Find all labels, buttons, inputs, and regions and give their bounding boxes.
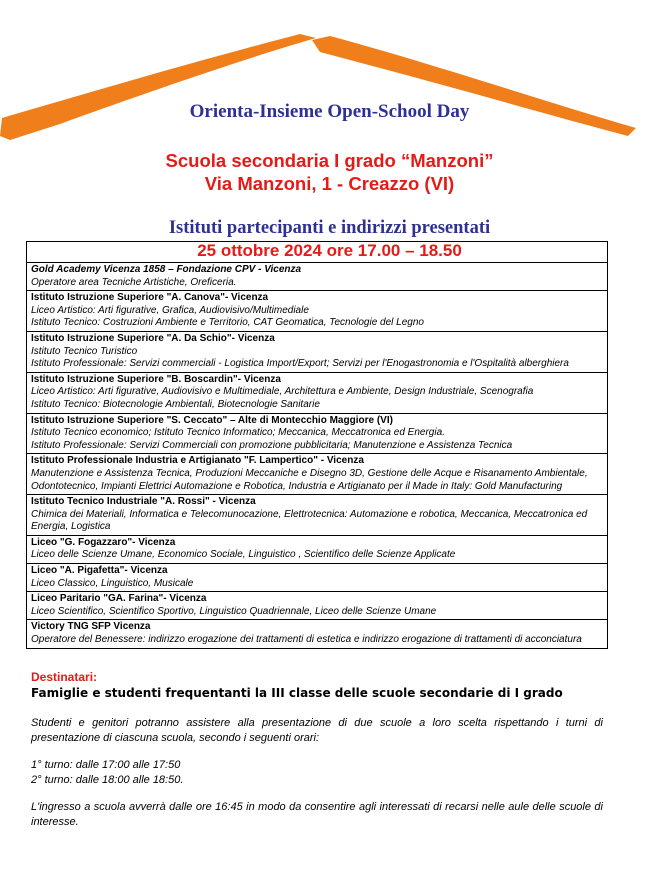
institute-program: Liceo Artistico: Arti figurative, Grafica, Audiovisivo/Multimediale (31, 304, 309, 316)
institute-row (27, 620, 607, 647)
institute-program: Istituto Tecnico: Costruzioni Ambiente e Territorio, CAT Geomatica, Tecnologie del Legno (31, 317, 424, 329)
entry-info: L'ingresso a scuola avverrà dalle ore 16:45 in modo da consentire agli interessati di recarsi nelle aule delle scuole di interesse. (31, 801, 603, 828)
institute-name: Liceo "G. Fogazzaro"- Vicenza (31, 536, 176, 548)
institute-row (27, 454, 607, 495)
institute-row (27, 332, 607, 373)
institute-name: Liceo Paritario "GA. Farina"- Vicenza (31, 593, 207, 605)
turn-2: 2° turno: dalle 18:00 alle 18:50. (31, 774, 184, 786)
recipients-label: Destinatari: (31, 670, 98, 684)
institute-row (27, 414, 607, 455)
roof-left-brush (0, 34, 316, 140)
institute-program: Istituto Tecnico Turistico (31, 345, 138, 357)
turns-schedule (31, 758, 603, 788)
school-address: Via Manzoni, 1 - Creazzo (VI) (204, 173, 455, 194)
institute-row (27, 373, 607, 414)
institute-row (27, 495, 607, 536)
institute-name: Istituto Istruzione Superiore "B. Boscardin"- Vicenza (31, 373, 281, 385)
institute-program: Manutenzione e Assistenza Tecnica, Produzioni Meccaniche e Disegno 3D, Gestione delle Acque e Risanamento Ambientale, Odontotecnico, Impianti Elettrici Automazione e Robotica, Industria e Artigianato per il Made in Italy: Gold Manufacturing (31, 467, 588, 492)
institute-row (27, 536, 607, 564)
institute-name: Istituto Istruzione Superiore "A. Da Schio"- Vicenza (31, 332, 275, 344)
turn-1: 1° turno: dalle 17:00 alle 17:50 (31, 759, 181, 771)
institute-row (27, 564, 607, 592)
institute-name: Istituto Istruzione Superiore "A. Canova"- Vicenza (31, 292, 269, 304)
event-title: Orienta-Insieme Open-School Day (189, 101, 470, 122)
institute-program: Liceo Scientifico, Scientifico Sportivo, Linguistico Quadriennale, Liceo delle Scienze Umane (31, 605, 437, 617)
institute-program: Istituto Tecnico economico; Istituto Tecnico Informatico; Meccanica, Meccatronica ed Energia. (31, 427, 445, 439)
institute-row (27, 263, 607, 291)
institute-program: Istituto Tecnico: Biotecnologie Ambientali, Biotecnologie Sanitarie (31, 398, 320, 410)
institute-program: Istituto Professionale: Servizi commerciali - Logistica Import/Export; Servizi per l'Enogastronomia e l'Ospitalità alberghiera (31, 358, 569, 370)
section-title: Istituti partecipanti e indirizzi presentati (168, 218, 491, 238)
institute-program: Liceo Artistico: Arti figurative, Audiovisivo e Multimediale, Architettura e Ambiente, Design Industriale, Scenografia (31, 386, 534, 398)
institute-name: Istituto Professionale Industria e Artigianato "F. Lampertico" - Vicenza (31, 455, 364, 467)
institute-program: Operatore del Benessere: indirizzo erogazione dei trattamenti di estetica e indirizzo erogazione di trattamenti di acconciatura (31, 634, 582, 646)
institute-program: Liceo delle Scienze Umane, Economico Sociale, Linguistico , Scientifico delle Scienze Applicate (31, 549, 456, 561)
institute-program: Istituto Professionale: Servizi Commerciali con promozione pubblicitaria; Manutenzione e Assistenza Tecnica (31, 439, 513, 451)
school-name: Scuola secondaria I grado “Manzoni” (165, 150, 494, 171)
institute-name: Istituto Tecnico Industriale "A. Rossi" - Vicenza (31, 496, 256, 508)
roof-graphic (0, 0, 659, 150)
institute-name: Liceo "A. Pigafetta"- Vicenza (31, 565, 168, 577)
institute-name: Istituto Istruzione Superiore "S. Ceccato" – Alte di Montecchio Maggiore (VI) (31, 414, 393, 426)
institute-program: Chimica dei Materiali, Informatica e Telecomunocazione, Elettrotecnica: Automazione e robotica, Meccanica, Meccatronica ed Energia, Logistica (31, 508, 588, 533)
institute-row (27, 592, 607, 620)
institute-name: Gold Academy Vicenza 1858 – Fondazione CPV - Vicenza (31, 264, 302, 275)
presentation-info: Studenti e genitori potranno assistere alla presentazione di due scuole a loro scelta rispettando i turni di presentazione di ciascuna scuola, secondo i seguenti orari: (31, 717, 603, 744)
institute-name: Victory TNG SFP Vicenza (31, 621, 151, 633)
event-date: 25 ottobre 2024 ore 17.00 – 18.50 (197, 241, 462, 260)
institute-row (27, 291, 607, 332)
institute-program: Liceo Classico, Linguistico, Musicale (31, 577, 194, 589)
institute-program: Operatore area Tecniche Artistiche, Oreficeria. (31, 276, 237, 288)
institutes-table (26, 241, 608, 649)
recipients-text: Famiglie e studenti frequentanti la III classe delle scuole secondarie di I grado (31, 686, 563, 700)
